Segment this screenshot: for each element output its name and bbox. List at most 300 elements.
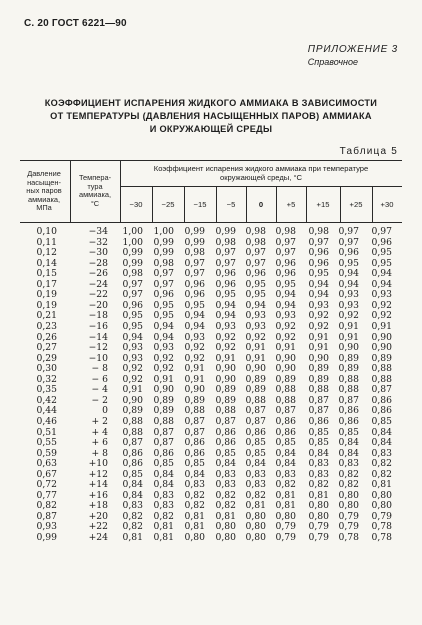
coefficient-cell: 0,97 (215, 257, 236, 269)
pressure-cell: 0,30 (36, 363, 57, 375)
coefficient-cell: 0,94 (153, 320, 174, 332)
coefficient-cell: 0,91 (308, 331, 329, 343)
coefficient-cell: 0,84 (215, 458, 236, 470)
coefficient-cell: 0,85 (245, 447, 266, 459)
pressure-cell: 0,17 (36, 278, 57, 290)
pressure-cell: 0,19 (36, 299, 57, 311)
coefficient-cell: 0,89 (184, 394, 205, 406)
env-temp-header: 0 (258, 200, 264, 209)
coefficient-cell: 0,92 (308, 310, 329, 322)
coefficient-cell: 0,87 (184, 426, 205, 438)
coefficient-cell: 0,79 (275, 521, 296, 533)
pressure-cell: 0,93 (36, 521, 57, 533)
coefficient-cell: 0,88 (371, 363, 392, 375)
coefficient-cell: 0,96 (371, 236, 392, 248)
env-temp-header: +15 (316, 200, 330, 209)
coefficient-cell: 0,90 (153, 384, 174, 396)
coefficient-cell: 0,90 (275, 363, 296, 375)
coefficient-cell: 0,90 (371, 342, 392, 354)
env-temp-header: −5 (226, 200, 236, 209)
coefficient-cell: 0,95 (338, 257, 359, 269)
coefficient-cell: 0,82 (122, 510, 143, 522)
coefficient-cell: 0,82 (153, 510, 174, 522)
coefficient-cell: 0,96 (215, 268, 236, 280)
title-line: КОЭФФИЦИЕНТ ИСПАРЕНИЯ ЖИДКОГО АММИАКА В ЗАВИСИМОСТИ (44, 98, 378, 108)
coefficient-cell: 0,98 (308, 226, 329, 237)
coefficient-cell: 0,86 (215, 437, 236, 448)
coefficient-cell: 0,79 (338, 521, 359, 533)
coefficient-cell: 0,79 (275, 532, 296, 543)
coefficient-cell: 0,93 (275, 310, 296, 322)
coefficient-cell: 0,80 (338, 500, 359, 512)
coefficient-cell: 0,96 (184, 278, 205, 290)
coefficient-cell: 0,93 (245, 310, 266, 322)
coefficient-cell: 0,87 (215, 415, 236, 427)
coefficient-cell: 0,92 (215, 331, 236, 343)
coefficient-cell: 0,80 (184, 532, 205, 543)
coefficient-cell: 0,91 (184, 373, 205, 385)
header-line: насыщен- (27, 177, 61, 187)
pressure-cell: 0,23 (36, 320, 57, 332)
coefficient-cell: 0,86 (338, 405, 359, 417)
header-line: МПа (36, 203, 52, 213)
coefficient-cell: 0,79 (371, 510, 392, 522)
pressure-cell: 0,63 (36, 458, 57, 470)
temperature-cell: −18 (88, 310, 108, 322)
env-temp-header: −30 (129, 200, 143, 209)
coefficient-cell: 0,85 (371, 415, 392, 427)
coefficient-cell: 0,85 (338, 426, 359, 438)
temperature-cell: +16 (88, 489, 108, 501)
coefficient-cell: 0,90 (122, 394, 143, 406)
coefficient-cell: 0,96 (153, 289, 174, 301)
coefficient-cell: 0,91 (215, 352, 236, 364)
title-line: И ОКРУЖАЮЩЕЙ СРЕДЫ (149, 124, 273, 134)
pressure-cell: 0,67 (36, 468, 57, 480)
coefficient-cell: 0,86 (275, 426, 296, 438)
pressure-cell: 0,19 (36, 289, 57, 301)
coefficient-cell: 0,79 (308, 521, 329, 533)
coefficient-cell: 0,80 (308, 500, 329, 512)
coefficient-cell: 0,89 (338, 363, 359, 375)
coefficient-cell: 0,81 (153, 532, 174, 543)
env-temp-header: −25 (161, 200, 175, 209)
temperature-cell: + 8 (91, 447, 108, 459)
coefficient-cell: 0,82 (122, 521, 143, 533)
temperature-cell: +20 (88, 510, 108, 522)
coefficient-cell: 0,89 (122, 405, 143, 417)
coefficient-cell: 0,82 (371, 458, 392, 470)
coefficient-cell: 0,87 (371, 384, 392, 396)
coefficient-cell: 0,96 (308, 257, 329, 269)
coefficient-cell: 0,81 (215, 510, 236, 522)
coefficient-cell: 0,95 (371, 257, 392, 269)
coefficient-cell: 0,93 (338, 299, 359, 311)
header-bottom-rule (20, 222, 402, 223)
coefficient-cell: 0,96 (245, 268, 266, 280)
coefficient-cell: 0,85 (275, 437, 296, 448)
coefficient-cell: 1,00 (122, 226, 143, 237)
temperature-cell: −30 (88, 247, 108, 259)
coefficient-cell: 0,90 (308, 352, 329, 364)
coefficient-cell: 0,88 (275, 384, 296, 396)
coefficient-cell: 0,94 (215, 310, 236, 322)
coefficient-cell: 0,83 (215, 468, 236, 480)
coefficient-cell: 0,91 (308, 342, 329, 354)
coefficient-cell: 0,80 (371, 489, 392, 501)
temperature-cell: − 6 (91, 373, 108, 385)
coefficient-cell: 0,89 (275, 373, 296, 385)
pressure-cell: 0,14 (36, 257, 57, 269)
coefficient-cell: 0,86 (371, 394, 392, 406)
title-line: ОТ ТЕМПЕРАТУРЫ (ДАВЛЕНИЯ НАСЫЩЕННЫХ ПАРОВ) АММИАКА (50, 111, 372, 121)
coefficient-cell: 0,91 (338, 320, 359, 332)
temperature-cell: −12 (88, 342, 108, 354)
temperature-cell: +10 (88, 458, 108, 470)
coefficient-cell: 0,91 (153, 373, 174, 385)
coefficient-cell: 0,81 (371, 479, 392, 491)
pressure-cell: 0,72 (36, 479, 57, 491)
coefficient-cell: 0,97 (153, 268, 174, 280)
coefficient-cell: 0,95 (122, 320, 143, 332)
coefficient-cell: 0,89 (153, 405, 174, 417)
coefficient-cell: 0,90 (245, 363, 266, 375)
coefficient-cell: 0,82 (338, 479, 359, 491)
coefficient-cell: 0,99 (122, 247, 143, 259)
coefficient-cell: 0,83 (371, 447, 392, 459)
coefficient-cell: 0,87 (153, 426, 174, 438)
coefficient-cell: 0,84 (371, 426, 392, 438)
coefficient-cell: 0,94 (184, 310, 205, 322)
coefficient-cell: 0,84 (153, 479, 174, 491)
header-line: °С (90, 198, 100, 208)
pressure-cell: 0,82 (36, 500, 57, 512)
coefficient-cell: 0,81 (184, 521, 205, 533)
coefficient-cell: 1,00 (153, 226, 174, 237)
coefficient-cell: 0,97 (245, 247, 266, 259)
temperature-cell: +24 (88, 532, 108, 543)
coefficient-cell: 0,80 (215, 521, 236, 533)
coefficient-cell: 0,83 (308, 458, 329, 470)
coefficient-cell: 0,93 (245, 320, 266, 332)
coefficient-cell: 0,82 (215, 500, 236, 512)
coefficient-cell: 0,95 (215, 289, 236, 301)
coefficient-cell: 0,87 (245, 415, 266, 427)
coefficient-cell: 0,94 (153, 331, 174, 343)
coefficient-cell: 0,99 (153, 247, 174, 259)
column-divider (120, 160, 121, 222)
coefficient-cell: 0,98 (245, 226, 266, 237)
coefficient-cell: 0,82 (215, 489, 236, 501)
coefficient-cell: 0,88 (245, 394, 266, 406)
coefficient-cell: 0,85 (153, 458, 174, 470)
coefficient-cell: 0,89 (338, 352, 359, 364)
coefficient-cell: 0,89 (215, 384, 236, 396)
coefficient-cell: 0,92 (153, 363, 174, 375)
coefficient-cell: 0,97 (215, 247, 236, 259)
coefficient-cell: 0,99 (153, 236, 174, 248)
coefficient-cell: 0,86 (122, 458, 143, 470)
pressure-column-header (20, 170, 68, 213)
coefficient-cell: 0,84 (275, 458, 296, 470)
temperature-cell: −16 (88, 320, 108, 332)
coefficient-cell: 0,94 (184, 320, 205, 332)
pressure-cell: 0,99 (36, 532, 57, 543)
pressure-cell: 0,42 (36, 394, 57, 406)
header-line: аммиака, (27, 194, 61, 204)
coefficient-cell: 0,87 (184, 415, 205, 427)
coefficient-cell: 0,92 (371, 310, 392, 322)
coefficient-cell: 0,94 (308, 278, 329, 290)
coefficient-cell: 1,00 (122, 236, 143, 248)
coefficient-cell: 0,96 (184, 289, 205, 301)
coefficient-cell: 0,98 (275, 226, 296, 237)
coefficient-cell: 0,97 (338, 236, 359, 248)
pressure-cell: 0,27 (36, 342, 57, 354)
coefficient-cell: 0,97 (338, 226, 359, 237)
coefficient-cell: 0,82 (308, 479, 329, 491)
temperature-cell: − 8 (91, 363, 108, 375)
temperature-cell: −32 (88, 236, 108, 248)
pressure-cell: 0,51 (36, 426, 57, 438)
document-title (20, 97, 402, 136)
temperature-cell: −14 (88, 331, 108, 343)
temperature-cell: + 4 (91, 426, 108, 438)
pressure-cell: 0,21 (36, 310, 57, 322)
coefficient-cell: 0,95 (371, 247, 392, 259)
header-line: окружающей среды, °С (219, 173, 302, 182)
temperature-cell: + 2 (91, 415, 108, 427)
coefficient-cell: 0,97 (275, 247, 296, 259)
coefficient-cell: 0,88 (215, 405, 236, 417)
temperature-cell: −24 (88, 278, 108, 290)
coefficient-cell: 0,84 (275, 447, 296, 459)
coefficient-cell: 0,99 (215, 226, 236, 237)
coefficient-cell: 0,85 (308, 437, 329, 448)
coefficient-cell: 0,85 (308, 426, 329, 438)
coefficient-cell: 0,95 (245, 289, 266, 301)
pressure-cell: 0,15 (36, 268, 57, 280)
coefficient-cell: 0,94 (245, 299, 266, 311)
coefficient-cell: 0,81 (308, 489, 329, 501)
coefficient-cell: 0,83 (122, 500, 143, 512)
coefficient-cell: 0,92 (371, 299, 392, 311)
header-line: Темпера- (78, 173, 112, 182)
coefficient-cell: 0,88 (275, 394, 296, 406)
coefficient-cell: 0,81 (184, 510, 205, 522)
coefficient-cell: 0,92 (184, 352, 205, 364)
appendix-block (308, 44, 398, 67)
pressure-cell: 0,11 (36, 236, 57, 248)
coefficient-cell: 0,83 (245, 468, 266, 480)
coefficient-cell: 0,84 (338, 437, 359, 448)
coefficient-cell: 0,92 (308, 320, 329, 332)
coefficient-cell: 0,91 (245, 352, 266, 364)
coefficient-cell: 0,83 (245, 479, 266, 491)
coefficient-cell: 0,84 (338, 447, 359, 459)
coefficient-cell: 0,92 (275, 320, 296, 332)
temperature-cell: −10 (88, 352, 108, 364)
coefficient-cell: 0,92 (275, 331, 296, 343)
coefficient-cell: 0,78 (371, 532, 392, 543)
coefficient-cell: 0,83 (308, 468, 329, 480)
pressure-cell: 0,26 (36, 331, 57, 343)
coefficient-cell: 0,80 (245, 532, 266, 543)
coefficient-cell: 0,89 (308, 363, 329, 375)
pressure-cell: 0,77 (36, 489, 57, 501)
coefficient-cell: 0,82 (184, 500, 205, 512)
coefficient-cell: 0,97 (371, 226, 392, 237)
coefficient-cell: 0,93 (184, 331, 205, 343)
coefficient-cell: 0,91 (371, 320, 392, 332)
coefficient-cell: 0,88 (371, 373, 392, 385)
coefficient-cell: 0,94 (371, 278, 392, 290)
coefficient-cell: 0,87 (308, 394, 329, 406)
coefficient-cell: 0,91 (338, 331, 359, 343)
coefficient-cell: 0,88 (308, 384, 329, 396)
coefficient-cell: 0,91 (275, 342, 296, 354)
coefficient-cell: 0,97 (153, 278, 174, 290)
coefficient-cell: 0,82 (338, 468, 359, 480)
table-top-rule (20, 160, 402, 161)
coefficient-cell: 0,98 (184, 247, 205, 259)
pressure-cell: 0,59 (36, 447, 57, 459)
coefficient-cell: 0,80 (215, 532, 236, 543)
coefficient-cell: 0,92 (338, 310, 359, 322)
pressure-cell: 0,55 (36, 437, 57, 448)
temperature-cell: − 4 (91, 384, 108, 396)
coefficient-cell: 0,99 (184, 236, 205, 248)
coefficient-cell: 0,92 (245, 331, 266, 343)
coefficient-cell: 0,86 (215, 426, 236, 438)
header-line: Коэффициент испарения жидкого аммиака при температуре (153, 164, 369, 173)
coefficient-cell: 0,94 (122, 331, 143, 343)
pressure-cell: 0,12 (36, 247, 57, 259)
coefficient-cell: 0,85 (122, 468, 143, 480)
coefficient-cell: 0,90 (215, 363, 236, 375)
coefficient-cell: 0,99 (122, 257, 143, 269)
coefficient-cell: 0,83 (275, 468, 296, 480)
coefficient-cell: 0,91 (122, 384, 143, 396)
coefficient-cell: 0,81 (153, 521, 174, 533)
pressure-cell: 0,29 (36, 352, 57, 364)
coefficient-cell: 0,89 (245, 373, 266, 385)
coefficient-cell: 0,86 (371, 405, 392, 417)
coefficient-cell: 0,92 (153, 352, 174, 364)
coefficient-cell: 0,90 (184, 384, 205, 396)
coefficient-cell: 0,83 (338, 458, 359, 470)
coefficient-cell: 0,86 (275, 415, 296, 427)
coefficient-cell: 0,80 (338, 489, 359, 501)
coefficient-cell: 0,81 (122, 532, 143, 543)
span-header-rule (120, 186, 402, 187)
coefficient-cell: 0,94 (275, 299, 296, 311)
temperature-cell: −26 (88, 268, 108, 280)
coefficient-cell: 0,82 (371, 468, 392, 480)
coefficient-cell: 0,81 (245, 500, 266, 512)
coefficient-cell: 0,96 (275, 268, 296, 280)
temperature-cell: +18 (88, 500, 108, 512)
header-line: ных паров (26, 186, 62, 196)
coefficient-cell: 0,84 (184, 468, 205, 480)
coefficient-cell: 0,82 (184, 489, 205, 501)
coefficient-cell: 0,83 (215, 479, 236, 491)
temperature-cell: −28 (88, 257, 108, 269)
coefficient-cell: 0,92 (215, 342, 236, 354)
coefficient-cell: 0,94 (338, 268, 359, 280)
coefficient-cell: 0,87 (275, 405, 296, 417)
coefficient-cell: 0,95 (275, 278, 296, 290)
coefficient-cell: 0,90 (215, 373, 236, 385)
coefficient-cell: 0,88 (153, 415, 174, 427)
pressure-cell: 0,44 (36, 405, 57, 417)
temperature-cell: −20 (88, 299, 108, 311)
coefficient-span-header (120, 164, 402, 182)
temperature-cell: +12 (88, 468, 108, 480)
coefficient-cell: 0,94 (371, 268, 392, 280)
coefficient-cell: 0,81 (275, 489, 296, 501)
coefficient-cell: 0,93 (308, 299, 329, 311)
header-line: Давление (27, 169, 61, 178)
coefficient-cell: 0,85 (184, 458, 205, 470)
coefficient-cell: 0,97 (122, 289, 143, 301)
coefficient-cell: 0,84 (371, 437, 392, 448)
coefficient-cell: 0,94 (215, 299, 236, 311)
coefficient-cell: 0,98 (122, 268, 143, 280)
coefficient-cell: 0,96 (275, 257, 296, 269)
coefficient-cell: 0,82 (245, 489, 266, 501)
coefficient-cell: 0,96 (338, 247, 359, 259)
coefficient-cell: 0,90 (338, 342, 359, 354)
coefficient-cell: 0,98 (245, 236, 266, 248)
coefficient-cell: 0,87 (153, 437, 174, 448)
pressure-cell: 0,46 (36, 415, 57, 427)
appendix-label: ПРИЛОЖЕНИЕ 3 (307, 44, 398, 55)
coefficient-cell: 0,81 (275, 500, 296, 512)
coefficient-cell: 0,93 (122, 342, 143, 354)
coefficient-cell: 0,92 (184, 342, 205, 354)
coefficient-cell: 0,86 (153, 447, 174, 459)
coefficient-cell: 0,93 (371, 289, 392, 301)
coefficient-cell: 0,97 (308, 236, 329, 248)
coefficient-cell: 0,78 (338, 532, 359, 543)
table-label: Таблица 5 (339, 146, 398, 157)
coefficient-cell: 0,88 (122, 415, 143, 427)
coefficient-cell: 0,86 (245, 426, 266, 438)
coefficient-cell: 0,86 (308, 415, 329, 427)
coefficient-cell: 0,79 (338, 510, 359, 522)
coefficient-cell: 0,85 (245, 437, 266, 448)
coefficient-cell: 0,86 (184, 447, 205, 459)
coefficient-cell: 0,99 (184, 226, 205, 237)
pressure-cell: 0,87 (36, 510, 57, 522)
coefficient-cell: 0,94 (338, 278, 359, 290)
coefficient-cell: 0,79 (308, 532, 329, 543)
coefficient-cell: 0,95 (153, 310, 174, 322)
coefficient-cell: 0,92 (122, 363, 143, 375)
coefficient-cell: 0,88 (122, 426, 143, 438)
coefficient-cell: 0,94 (275, 289, 296, 301)
coefficient-cell: 0,84 (308, 447, 329, 459)
temperature-cell: +14 (88, 479, 108, 491)
coefficient-cell: 0,93 (338, 289, 359, 301)
coefficient-cell: 0,89 (245, 384, 266, 396)
coefficient-cell: 0,83 (184, 479, 205, 491)
coefficient-cell: 0,82 (275, 479, 296, 491)
coefficient-cell: 0,85 (215, 447, 236, 459)
coefficient-cell: 0,89 (153, 394, 174, 406)
coefficient-cell: 0,84 (153, 468, 174, 480)
